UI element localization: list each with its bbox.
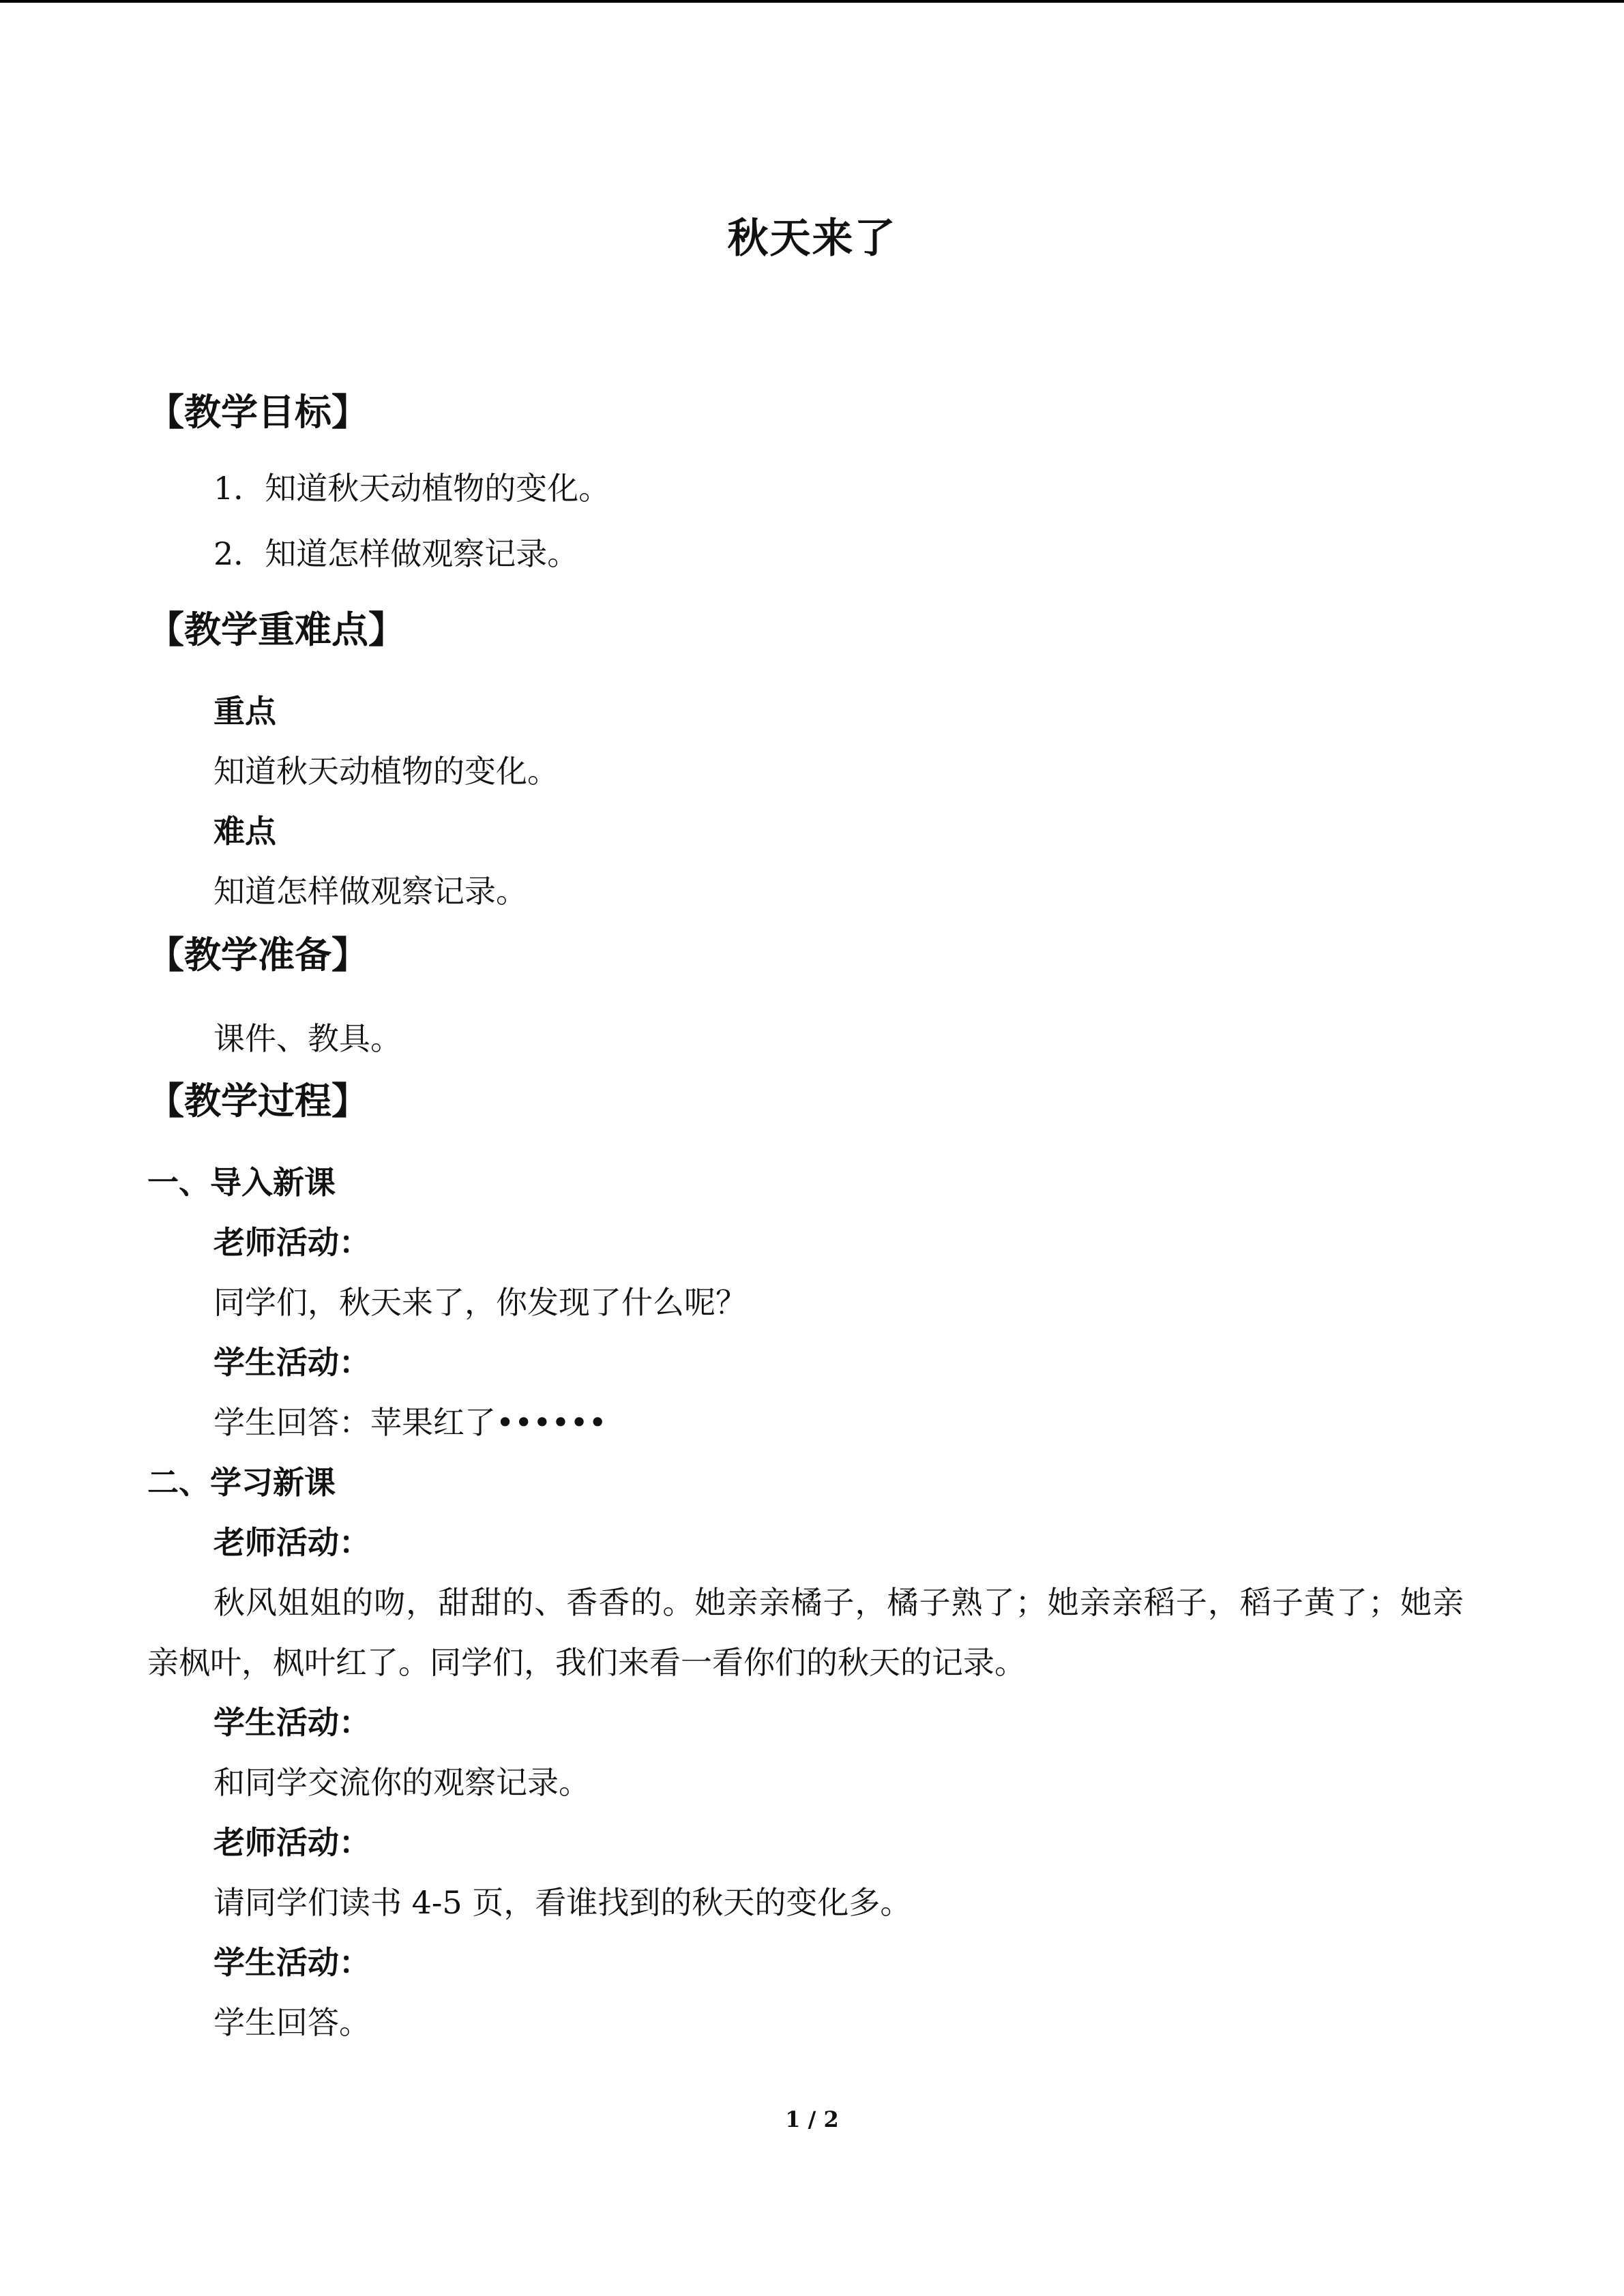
teacher-activity-label: 老师活动： [213,1824,370,1861]
section-heading-objectives: 【教学目标】 [147,390,368,434]
teacher-activity-text: 同学们，秋天来了，你发现了什么呢？ [213,1284,747,1321]
student-activity-label: 学生活动： [213,1344,370,1381]
objective-item-2: 2．知道怎样做观察记录。 [213,535,579,572]
student-activity-text: 和同学交流你的观察记录。 [213,1764,590,1801]
teacher-activity-label: 老师活动： [213,1524,370,1561]
document-title: 秋天来了 [727,215,897,263]
difficulty-text: 知道怎样做观察记录。 [213,873,527,910]
part-heading-new-lesson: 二、学习新课 [147,1464,336,1501]
part-heading-introduction: 一、导入新课 [147,1164,336,1201]
objective-item-1: 1．知道秋天动植物的变化。 [213,470,610,507]
student-activity-text: 学生回答：苹果红了•••••• [213,1404,607,1441]
page-number: 1 / 2 [785,2106,839,2132]
section-heading-process: 【教学过程】 [147,1079,368,1122]
teacher-activity-text: 请同学们读书 4-5 页，看谁找到的秋天的变化多。 [213,1884,912,1921]
key-point-text: 知道秋天动植物的变化。 [213,753,559,790]
student-activity-label: 学生活动： [213,1944,370,1981]
teacher-activity-label: 老师活动： [213,1224,370,1261]
student-activity-label: 学生活动： [213,1704,370,1741]
student-activity-text: 学生回答。 [213,2004,370,2041]
key-point-label: 重点 [213,693,276,730]
preparation-text: 课件、教具。 [213,1020,402,1057]
teacher-activity-paragraph: 秋风姐姐的吻，甜甜的、香香的。她亲亲橘子，橘子熟了；她亲亲稻子，稻子黄了；她亲亲枫叶，枫叶红了。同学们，我们来看一看你们的秋天的记录。 [147,1584,1464,1681]
difficulty-label: 难点 [213,813,276,850]
section-heading-key-points: 【教学重难点】 [147,608,405,651]
section-heading-preparation: 【教学准备】 [147,933,368,976]
